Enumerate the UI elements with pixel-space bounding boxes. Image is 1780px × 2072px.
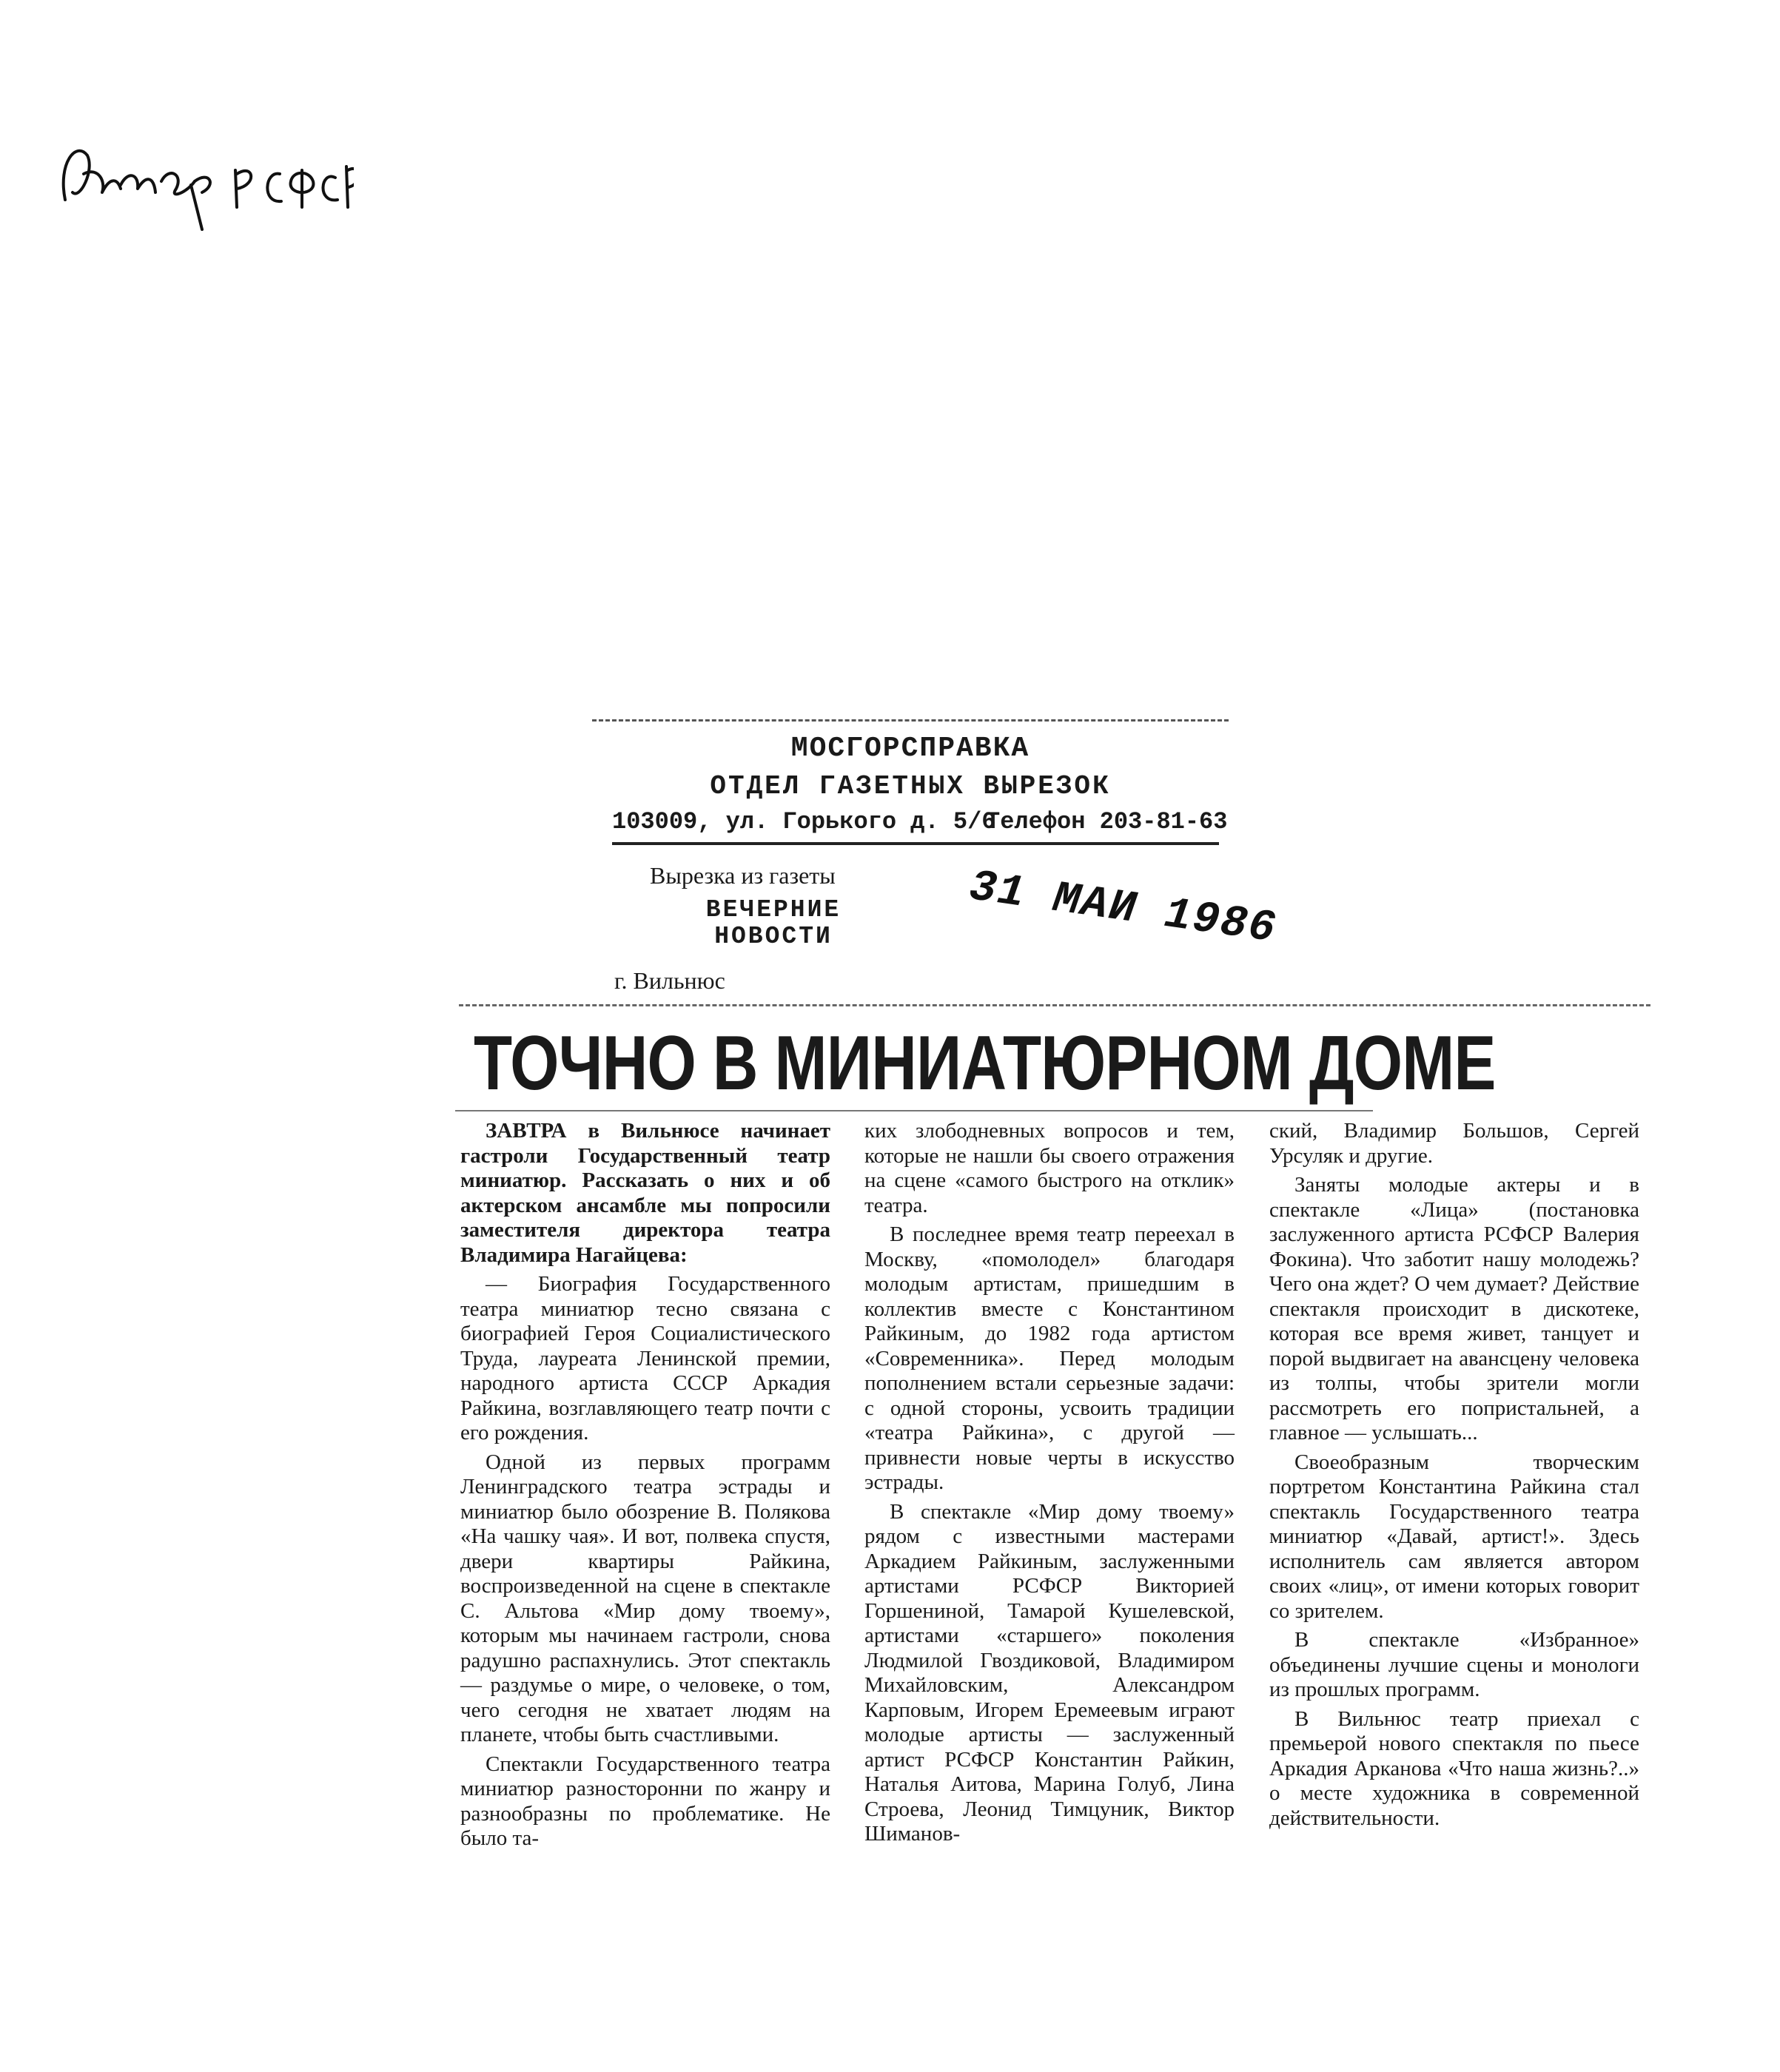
- clipping-city: г. Вильнюс: [614, 967, 725, 994]
- stamp-address: 103009, ул. Горького д. 5/6: [612, 808, 996, 835]
- article-paragraph: В спектакле «Избранное» объединены лучшие сцены и монологи из прошлых программ.: [1269, 1628, 1639, 1701]
- stamp-title: МОСГОРСПРАВКА: [790, 733, 1030, 764]
- article-paragraph: Одной из первых программ Ленинградского театра эстрады и миниатюр было обозрение В. Полякова «На чашку чая». И вот, полвека спустя, двери квартиры Райкина, воспроизведенной на сцене в спектакле С. Альтова «Мир дому твоему», которым мы начинаем гастроли, снова радушно распахнулись. Этот спектакль — раздумье о мире, о человеке, о том, чего сегодня не хватает людям на планете, чтобы быть счастливыми.: [460, 1450, 830, 1746]
- article-column-1: [460, 1119, 830, 1851]
- article-column-3: [1269, 1119, 1639, 1831]
- article-paragraph: Своеобразным творческим портретом Константина Райкина стал спектакль Государственного театра миниатюр «Давай, артист!». Здесь исполнитель сам является автором своих «лиц», от имени которых говорит со зрителем.: [1269, 1450, 1639, 1623]
- article-paragraph: Спектакли Государственного театра миниатюр разносторонни по жанру и разнообразны по проблематике. Не было та-: [460, 1752, 830, 1850]
- clipping-label: Вырезка из газеты: [650, 862, 836, 889]
- headline-rule: [459, 1004, 1650, 1006]
- article-paragraph: — Биография Государственного театра миниатюр тесно связана с биографией Героя Социалистического Труда, лауреата Ленинской премии, народного артиста СССР Аркадия Райкина, возглавляющего театр почти с его рождения.: [460, 1272, 830, 1444]
- article-paragraph: В последнее время театр переехал в Москву, «помолодел» благодаря молодым артистам, пришедшим в коллектив вместе с Константином Райкиным, до 1982 года артистом «Современника». Перед молодым пополнением встали серьезные задачи: с одной стороны, усвоить традиции «театра Райкина», с другой — привнести новые черты в искусство эстрады.: [864, 1222, 1235, 1494]
- article-paragraph: В спектакле «Мир дому твоему» рядом с известными мастерами Аркадием Райкиным, заслуженными артистами РСФСР Викторией Горшениной, Тамарой Кушелевской, артистами «старшего» поколения Людмилой Гвоздиковой, Владимиром Михайловским, Александром Карповым, Игорем Еремеевым играют молодые артисты — заслуженный артист РСФСР Константин Райкин, Наталья Аитова, Марина Голуб, Лина Строева, Леонид Тимцуник, Виктор Шиманов-: [864, 1499, 1235, 1846]
- article-paragraph: Заняты молодые актеры и в спектакле «Лица» (постановка заслуженного артиста РСФСР Валерия Фокина). Что заботит нашу молодежь? Чего она ждет? О чем думает? Действие спектакля происходит в дискотеке, которая все время живет, танцует и порой выдвигает на авансцену человека из толпы, чтобы зрители могли рассмотреть его попристальней, а главное — услышать...: [1269, 1173, 1639, 1444]
- stamp-phone: Телефон 203-81-63: [986, 808, 1228, 835]
- article-lead-paragraph: ЗАВТРА в Вильнюсе начинает гастроли Государственный театр миниатюр. Рассказать о них и об актерском ансамбле мы попросили заместителя директора театра Владимира Нагайцева:: [460, 1119, 830, 1267]
- handwritten-annotation: [43, 111, 354, 237]
- article-paragraph: ский, Владимир Большов, Сергей Урсуляк и другие.: [1269, 1119, 1639, 1168]
- article-paragraph: ких злободневных вопросов и тем, которые не нашли бы своего отражения на сцене «самого быстрого на отклик» театра.: [864, 1119, 1235, 1217]
- newspaper-name-line1: ВЕЧЕРНИЕ: [705, 896, 842, 924]
- column-top-rule: [455, 1110, 1373, 1111]
- handwriting-drawing: [43, 111, 354, 237]
- stamp-bottom-rule: [612, 842, 1219, 845]
- newspaper-name-line2: НОВОСТИ: [714, 923, 833, 950]
- stamp-top-rule: [592, 719, 1229, 722]
- stamp-department: ОТДЕЛ ГАЗЕТНЫХ ВЫРЕЗОК: [710, 771, 1111, 801]
- date-stamp: 31 МАИ 1986: [966, 862, 1280, 955]
- newspaper-name: [688, 897, 859, 950]
- article-paragraph: В Вильнюс театр приехал с премьерой нового спектакля по пьесе Аркадия Арканова «Что наша жизнь?..» о месте художника в современной действительности.: [1269, 1706, 1639, 1830]
- article-headline: ТОЧНО В МИНИАТЮРНОМ ДОМЕ: [474, 1020, 1496, 1106]
- article-column-2: [864, 1119, 1235, 1847]
